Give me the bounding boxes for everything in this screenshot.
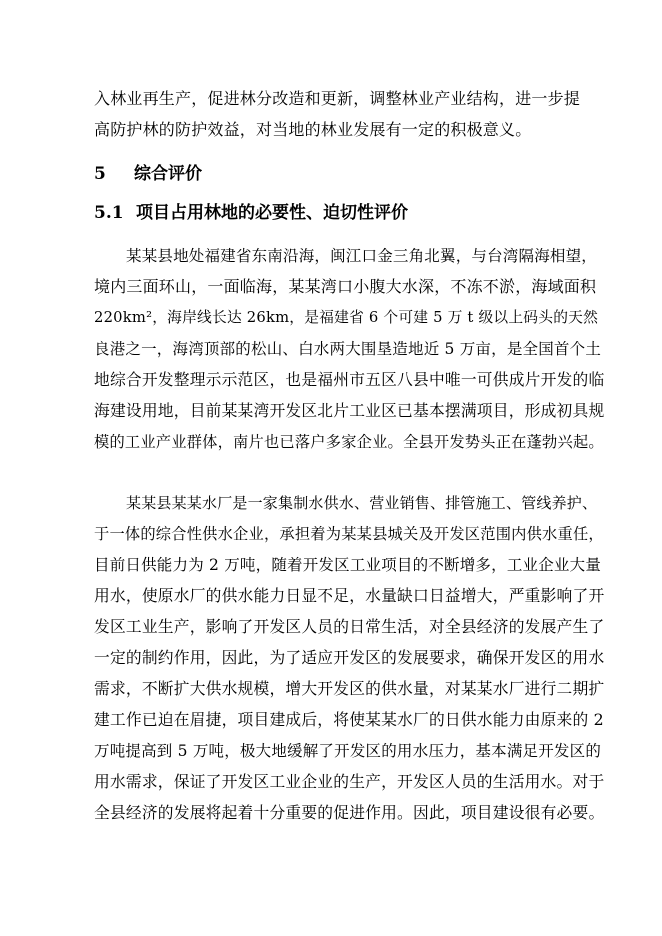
paragraph-1-line-7: 模的工业产业群体，南片也已落户多家企业。全县开发势头正在蓬勃兴起。 bbox=[94, 433, 604, 451]
paragraph-2-line-7: 需求，不断扩大供水规模，增大开发区的供水量，对某某水厂进行二期扩 bbox=[94, 679, 605, 698]
paragraph-1-line-1: 某某县地处福建省东南沿海，闽江口金三角北翼，与台湾隔海相望， bbox=[126, 247, 598, 265]
paragraph-2-line-1: 某某县某某水厂是一家集制水供水、营业销售、排管施工、管线养护、 bbox=[126, 494, 598, 512]
section-5-1-heading bbox=[94, 202, 408, 224]
paragraph-1-line-2: 境内三面环山，一面临海，某某湾口小腹大水深，不冻不淤，海域面积 bbox=[94, 277, 597, 296]
section-5-heading bbox=[94, 163, 202, 185]
paragraph-1-line-4: 良港之一，海湾顶部的松山、白水两大围垦造地近 5 万亩，是全国首个土 bbox=[94, 340, 602, 358]
paragraph-2-line-4: 用水，使原水厂的供水能力日显不足，水量缺口日益增大，严重影响了开 bbox=[94, 586, 605, 605]
paragraph-2-line-10: 用水需求，保证了开发区工业企业的生产，开发区人员的生活用水。对于 bbox=[94, 772, 605, 791]
paragraph-1-line-3: 220km²，海岸线长达 26km，是福建省 6 个可建 5 万 t 级以上码头的天然 bbox=[94, 309, 599, 326]
paragraph-2-line-6: 一定的制约作用，因此，为了适应开发区的发展要求，确保开发区的用水 bbox=[94, 648, 605, 667]
section-5-1-number: 5.1 bbox=[94, 203, 124, 223]
paragraph-2-line-9: 万吨提高到 5 万吨，极大地缓解了开发区的用水压力，基本满足开发区的 bbox=[94, 742, 602, 760]
paragraph-2-line-11: 全县经济的发展将起着十分重要的促进作用。因此，项目建设很有必要。 bbox=[94, 803, 605, 822]
intro-line-2: 高防护林的防护效益，对当地的林业发展有一定的积极意义。 bbox=[94, 120, 532, 139]
paragraph-2-line-8: 建工作已迫在眉捷，项目建成后，将使某某水厂的日供水能力由原来的 2 bbox=[94, 710, 604, 729]
section-5-title: 综合评价 bbox=[134, 164, 202, 184]
paragraph-2-line-5: 发区工业生产，影响了开发区人员的日常生活，对全县经济的发展产生了 bbox=[94, 617, 605, 636]
paragraph-1-line-5: 地综合开发整理示示范区，也是福州市五区八县中唯一可供成片开发的临 bbox=[94, 370, 605, 389]
paragraph-2-line-2: 于一体的综合性供水企业，承担着为某某县城关及开发区范围内供水重任， bbox=[94, 525, 604, 543]
intro-line-1: 入林业再生产，促进林分改造和更新，调整林业产业结构，进一步提 bbox=[94, 89, 581, 108]
section-5-1-title: 项目占用林地的必要性、迫切性评价 bbox=[136, 203, 408, 223]
section-5-number: 5 bbox=[94, 164, 106, 184]
paragraph-1-line-6: 海建设用地，目前某某湾开发区北片工业区已基本摆满项目，形成初具规 bbox=[94, 401, 605, 420]
paragraph-2-line-3: 目前日供能力为 2 万吨，随着开发区工业项目的不断增多，工业企业大量 bbox=[94, 556, 602, 574]
